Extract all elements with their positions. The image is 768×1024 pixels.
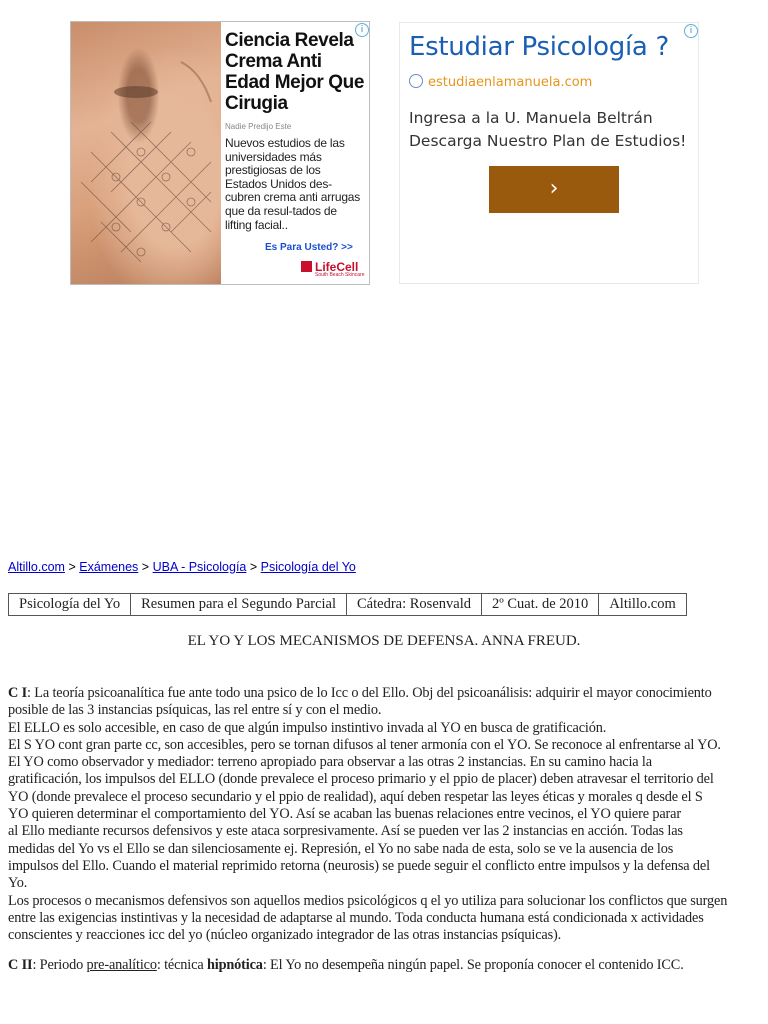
text-span: : El Yo no desempeña ningún papel. Se proponía conocer el contenido ICC. — [262, 957, 684, 974]
breadcrumb-link-uba-psicologia[interactable]: UBA - Psicología — [152, 560, 247, 574]
text-line: gratificación, los impulsos del ELLO (donde prevalece el proceso primario y el ppio de placer) deben atravesar el territorio del — [8, 771, 714, 788]
text-line: entre las exigencias instintivas y la necesidad de adaptarse al mundo. Toda conducta humana está condicionada x actividades — [8, 909, 704, 926]
chair-cell: Cátedra: Rosenvald — [347, 594, 482, 616]
document-info-table — [8, 593, 687, 616]
breadcrumb-separator: > — [249, 560, 258, 574]
text-span: : técnica — [156, 957, 207, 974]
breadcrumb-link-altillo[interactable]: Altillo.com — [8, 560, 65, 574]
ad-title[interactable]: Estudiar Psicología ? — [409, 32, 670, 62]
text-line: YO (donde prevalece el proceso secundario y el ppio de realidad), aquí deben respetar las leyes éticas y morales q desde el S — [8, 788, 703, 805]
text-line: YO quieren determinar el comportamiento del YO. Así se acaban las buenas relaciones entre vecinos, el YO quiere parar — [8, 806, 681, 823]
chapter-label: C II — [8, 957, 33, 974]
text-line: al Ello mediante recursos defensivos y este ataca sorpresivamente. Así se pueden ver las 2 instancias en acción. Todas las — [8, 823, 683, 840]
text-line: posible de las 3 instancias psíquicas, las rel entre sí y con el medio. — [8, 702, 382, 719]
ad-desc-line: Descarga Nuestro Plan de Estudios! — [409, 132, 687, 150]
document-title: EL YO Y LOS MECANISMOS DE DEFENSA. ANNA FREUD. — [187, 633, 581, 649]
skincare-ad[interactable] — [70, 21, 370, 285]
site-cell: Altillo.com — [599, 594, 686, 616]
ad-cta-link[interactable]: Es Para Usted? >> — [265, 242, 353, 253]
table-row — [9, 594, 687, 616]
subject-cell: Psicología del Yo — [9, 594, 131, 616]
text-line — [8, 957, 768, 974]
underlined-term: pre-analítico — [86, 957, 157, 974]
text-line: El ELLO es solo accesible, en caso de que algún impulso instintivo invada al YO en busca de gratificación. — [8, 719, 607, 736]
ad-arrow-button[interactable] — [489, 166, 619, 213]
ad-url-text: estudiaenlamanuela.com — [428, 75, 593, 90]
ad-body-text[interactable]: Nuevos estudios de las universidades más prestigiosas de los Estados Unidos des-cubren crema anti arrugas que da resul-tados de lifting facial.. — [225, 136, 361, 232]
brand-name: LifeCell — [315, 260, 359, 274]
chapter-label: C I — [8, 685, 28, 701]
paragraph-gap — [8, 944, 768, 957]
term-cell: 2º Cuat. de 2010 — [481, 594, 598, 616]
text-line: impulsos del Ello. Cuando el material reprimido retorna (neurosis) se puede seguir el conflicto entre impulsos y la defensa del — [8, 857, 710, 874]
ad-desc-line: Ingresa a la U. Manuela Beltrán — [409, 109, 653, 127]
bold-term: hipnótica — [206, 957, 263, 974]
text-line: medidas del Yo vs el Ello se dan silenciosamente ej. Represión, el Yo no sabe nada de esta, solo se ve la ausencia de los — [8, 840, 674, 857]
text-line: conscientes y reacciones icc del yo (núcleo organizado integrador de las otras instancias psíquicas). — [8, 927, 562, 944]
text-span: : Periodo — [32, 957, 87, 974]
breadcrumb — [8, 560, 356, 574]
lifecell-logo-icon — [301, 261, 312, 272]
text-span: : La teoría psicoanalítica fue ante todo una psico de lo Icc o del Ello. Obj del psicoanálisis: adquirir el mayor conocimiento — [27, 685, 712, 701]
text-line — [8, 685, 768, 702]
ad-face-photo[interactable] — [71, 22, 221, 284]
ad-url[interactable] — [409, 74, 592, 90]
ad-kicker: Nadie Predijo Este — [225, 122, 292, 131]
ad-brand-logo[interactable] — [301, 260, 364, 278]
info-icon[interactable]: i — [355, 23, 369, 37]
document-body — [8, 685, 768, 975]
globe-icon — [409, 74, 423, 88]
document-type-cell: Resumen para el Segundo Parcial — [131, 594, 347, 616]
breadcrumb-separator: > — [141, 560, 150, 574]
chevron-right-icon: › — [549, 176, 559, 201]
breadcrumb-link-psicologia-del-yo[interactable]: Psicología del Yo — [260, 560, 356, 574]
text-line: Los procesos o mecanismos defensivos son aquellos medios psicológicos q el yo utiliza para solucionar los conflictos que surgen — [8, 892, 728, 909]
text-line: Yo. — [8, 875, 28, 892]
brand-subtitle: South Beach Skincare — [315, 272, 365, 278]
breadcrumb-separator: > — [68, 560, 76, 574]
psychology-ad[interactable] — [399, 22, 699, 284]
ad-headline[interactable]: Ciencia Revela Crema Anti Edad Mejor Que Cirugia — [225, 30, 365, 114]
breadcrumb-link-examenes[interactable]: Exámenes — [79, 560, 139, 574]
face-pattern-graphic — [71, 22, 221, 284]
text-line: El YO como observador y mediador: terreno apropiado para observar a las otras 2 instancias. En su camino hacia la — [8, 754, 652, 771]
text-line: El S YO cont gran parte cc, son accesibles, pero se tornan difusos al tener armonía con el YO. Se reconoce al enfrentarse al YO. — [8, 736, 721, 753]
info-icon[interactable]: i — [684, 24, 698, 38]
ad-description — [409, 107, 694, 153]
